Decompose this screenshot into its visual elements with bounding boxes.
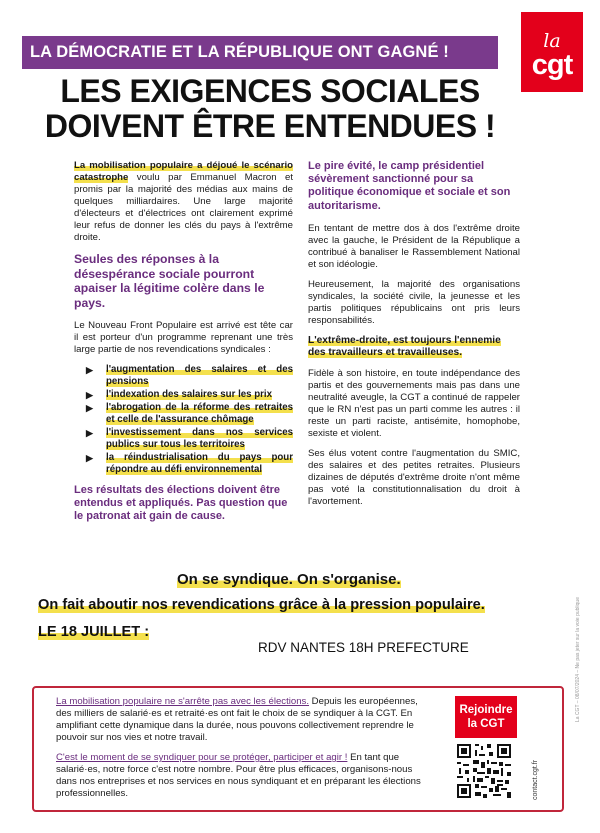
- event-location: RDV NANTES 18H PREFECTURE: [258, 640, 469, 655]
- list-item: ▶ la réindustrialisation du pays pour répondre au défi environnemental: [86, 452, 293, 475]
- intro-rest: voulu par Emmanuel Macron et promis par la majorité des médias aux mains de quelques milliardaires. Une large majorité d'électeurs et d'électrices ont clairement exprimé leur refus de donner les clés du pays à l'extrême droite.: [74, 172, 293, 243]
- left-heading-2: Les résultats des élections doivent être entendus et appliqués. Pas question que le patronat ait gain de cause.: [74, 484, 288, 523]
- left-column: [74, 160, 293, 534]
- triangle-bullet-icon: ▶: [86, 403, 93, 413]
- intro-bold: La mobilisation populaire a déjoué le scénario catastrophe: [74, 160, 293, 183]
- headline-line2: DOIVENT ÊTRE ENTENDUES !: [44, 108, 496, 144]
- triangle-bullet-icon: ▶: [86, 390, 93, 400]
- triangle-bullet-icon: ▶: [86, 453, 93, 463]
- right-paragraph-1: En tentant de mettre dos à dos l'extrême droite avec la gauche, le Président de la République a contribué à banaliser le Rassemblement National et son idéologie.: [308, 222, 520, 270]
- qr-code-icon[interactable]: [455, 742, 513, 800]
- event-date: LE 18 JUILLET :: [38, 624, 150, 640]
- right-paragraph-2: Heureusement, la majorité des organisations syndicales, la société civile, la jeunesse et les partis politiques républicains ont pris leurs responsabilités.: [308, 278, 520, 326]
- contact-url[interactable]: contact.cgt.fr: [532, 759, 539, 800]
- page-headline: [0, 74, 540, 144]
- right-paragraph-3: Fidèle à son histoire, en toute indépendance des partis et des gouvernements mais pas dans une neutralité aveugle, la CGT a continué de rappeler que le RN n'est pas un parti comme les autres : il reste un parti raciste, antisémite, homophobe, sexiste et violent.: [308, 367, 520, 439]
- right-paragraph-4: Ses élus votent contre l'augmentation du SMIC, des salaires et des petites retraites. Plusieurs dizaines de députés d'extrême droite n'ont même pas voté la constitutionnalisation du droit à l'avortement.: [308, 447, 520, 507]
- intro-paragraph: [74, 160, 293, 244]
- footer-text: [56, 696, 426, 808]
- top-banner: LA DÉMOCRATIE ET LA RÉPUBLIQUE ONT GAGNÉ !: [22, 36, 498, 69]
- join-cgt-button[interactable]: Rejoindre la CGT: [455, 696, 517, 738]
- list-item: ▶ l'investissement dans nos services publics sur tous les territoires: [86, 427, 293, 450]
- left-heading-1: Seules des réponses à la désespérance sociale pourront apaiser la légitime colère dans le pays.: [74, 252, 265, 310]
- side-credit: La CGT – 08/07/2024 – Ne pas jeter sur la voie publique: [575, 597, 581, 722]
- list-item: ▶ l'abrogation de la réforme des retraites et celle de l'assurance chômage: [86, 402, 293, 425]
- footer-link-1[interactable]: La mobilisation populaire ne s'arrête pas avec les élections.: [56, 696, 310, 707]
- list-item: ▶ l'augmentation des salaires et des pensions: [86, 364, 293, 387]
- triangle-bullet-icon: ▶: [86, 365, 93, 375]
- list-item: ▶ l'indexation des salaires sur les prix: [86, 389, 272, 400]
- right-column: [308, 160, 520, 516]
- footer-paragraph-1: La mobilisation populaire ne s'arrête pas avec les élections. Depuis les européennes, des milliers de salarié·es et retraité·es ont fait le choix de se syndiquer à la CGT. En amplifiant cette dynamique dans la durée, nous pouvons collectivement reprendre le pouvoir sur nos vies et notre travail.: [56, 696, 418, 743]
- right-heading-2: L'extrême-droite, est toujours l'ennemie des travailleurs et travailleuses.: [308, 334, 501, 359]
- footer-paragraph-2: C'est le moment de se syndiquer pour se protéger, participer et agir ! En tant que salarié·es, notre force c'est notre nombre. Pour être plus efficaces, organisons-nous dans nos entreprises et nos services en nous syndiquant et en préparant les élections professionnelles.: [56, 752, 421, 799]
- footer-box: [32, 686, 564, 812]
- logo-la: la: [543, 30, 561, 52]
- right-heading-1: Le pire évité, le camp présidentiel sévèrement sanctionné pour sa politique économique et sociale et son autoritarisme.: [308, 160, 511, 212]
- claims-list: [86, 364, 293, 476]
- headline-line1: LES EXIGENCES SOCIALES: [60, 73, 480, 109]
- triangle-bullet-icon: ▶: [86, 428, 93, 438]
- footer-link-2[interactable]: C'est le moment de se syndiquer pour se protéger, participer et agir !: [56, 752, 348, 763]
- nfp-paragraph: Le Nouveau Front Populaire est arrivé est tête car il est porteur d'un programme reprenant une très large partie de nos revendications syndicales :: [74, 320, 293, 355]
- logo-cgt: cgt: [531, 49, 573, 81]
- slogan-line-2: On fait aboutir nos revendications grâce à la pression populaire.: [38, 597, 485, 613]
- slogan-line-1: On se syndique. On s'organise.: [177, 571, 401, 588]
